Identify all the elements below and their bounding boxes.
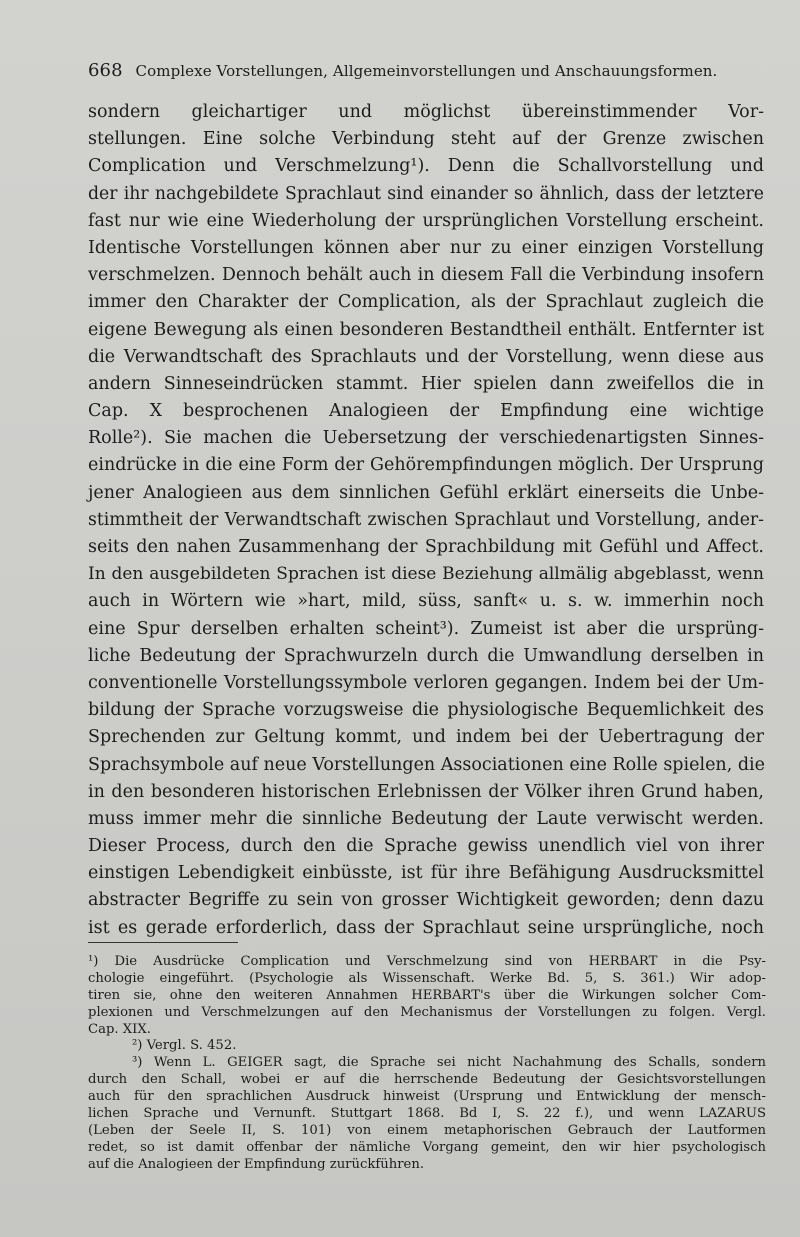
body-line: stellungen. Eine solche Verbindung steht auf der Grenze zwischen	[88, 129, 764, 150]
body-line: immer den Charakter der Complication, als der Sprachlaut zugleich die	[88, 292, 764, 313]
body-line: Identische Vorstellungen können aber nur zu einer einzigen Vorstellung	[88, 237, 764, 258]
body-line: eindrücke in die eine Form der Gehörempfindungen möglich. Der Ursprung	[88, 455, 764, 476]
running-header	[88, 60, 728, 81]
body-line: der ihr nachgebildete Sprachlaut sind einander so ähnlich, dass der letztere	[88, 183, 764, 204]
body-line: auch in Wörtern wie »hart, mild, süss, sanft« u. s. w. immerhin noch	[88, 591, 764, 612]
footnote-line: (Leben der Seele II, S. 101) von einem metaphorischen Gebrauch der Lautformen	[88, 1122, 766, 1138]
body-line: Cap. X besprochenen Analogieen der Empfindung eine wichtige	[88, 401, 764, 422]
body-line: conventionelle Vorstellungssymbole verloren gegangen. Indem bei der Um-	[88, 672, 764, 693]
body-line: eigene Bewegung als einen besonderen Bestandtheil enthält. Entfernter ist	[88, 319, 764, 340]
body-line: ist es gerade erforderlich, dass der Sprachlaut seine ursprüngliche, noch	[88, 917, 764, 938]
body-line: stimmtheit der Verwandtschaft zwischen Sprachlaut und Vorstellung, ander-	[88, 509, 764, 530]
body-line: liche Bedeutung der Sprachwurzeln durch die Umwandlung derselben in	[88, 645, 764, 666]
body-line: in den besonderen historischen Erlebnissen der Völker ihren Grund haben,	[88, 781, 764, 802]
footnote-line: tiren sie, ohne den weiteren Annahmen HERBART's über die Wirkungen solcher Com-	[88, 987, 766, 1003]
body-line: Rolle²). Sie machen die Uebersetzung der verschiedenartigsten Sinnes-	[88, 428, 764, 449]
body-line: die Verwandtschaft des Sprachlauts und der Vorstellung, wenn diese aus	[88, 346, 764, 367]
body-line: verschmelzen. Dennoch behält auch in diesem Fall die Verbindung insofern	[88, 265, 764, 286]
body-line: seits den nahen Zusammenhang der Sprachbildung mit Gefühl und Affect.	[88, 537, 764, 557]
body-line: jener Analogieen aus dem sinnlichen Gefühl erklärt einerseits die Unbe-	[88, 482, 764, 503]
body-line: Complication und Verschmelzung¹). Denn die Schallvorstellung und	[88, 156, 764, 177]
body-line: sondern gleichartiger und möglichst übereinstimmender Vor-	[88, 102, 764, 122]
footnote-line: auf die Analogieen der Empfindung zurückführen.	[88, 1156, 425, 1172]
body-line: muss immer mehr die sinnliche Bedeutung der Laute verwischt werden.	[88, 808, 764, 829]
footnote-line: ¹) Die Ausdrücke Complication und Verschmelzung sind von HERBART in die Psy-	[88, 954, 766, 969]
footnote-line: Cap. XIX.	[88, 1021, 151, 1037]
body-line: eine Spur derselben erhalten scheint³). Zumeist ist aber die ursprüng-	[88, 618, 764, 639]
footnotes	[88, 954, 766, 1174]
body-text	[88, 99, 764, 942]
footnote-line: chologie eingeführt. (Psychologie als Wissenschaft. Werke Bd. 5, S. 361.) Wir adop-	[88, 970, 766, 986]
body-line: andern Sinneseindrücken stammt. Hier spielen dann zweifellos die in	[88, 373, 764, 394]
footnote-line: ³) Wenn L. GEIGER sagt, die Sprache sei nicht Nachahmung des Schalls, sondern	[132, 1055, 766, 1071]
body-line: bildung der Sprache vorzugsweise die physiologische Bequemlichkeit des	[88, 700, 764, 721]
footnote-line: ²) Vergl. S. 452.	[132, 1038, 237, 1054]
footnote-line: lichen Sprache und Vernunft. Stuttgart 1868. Bd I, S. 22 f.), und wenn LAZARUS	[88, 1106, 766, 1122]
footnote-line: plexionen und Verschmelzungen auf den Mechanismus der Vorstellungen zu folgen. Vergl.	[88, 1004, 766, 1020]
body-line: Dieser Process, durch den die Sprache gewiss unendlich viel von ihrer	[88, 836, 764, 857]
footnote-line: durch den Schall, wobei er auf die herrschende Bedeutung der Gesichtsvorstellungen	[88, 1072, 766, 1088]
running-title: Complexe Vorstellungen, Allgemeinvorstellungen und Anschauungsformen.	[135, 62, 718, 80]
body-line: Sprechenden zur Geltung kommt, und indem bei der Uebertragung der	[88, 727, 764, 748]
footnote-line: auch für den sprachlichen Ausdruck hinweist (Ursprung und Entwicklung der mensch-	[88, 1089, 766, 1105]
body-line: abstracter Begriffe zu sein von grosser Wichtigkeit geworden; denn dazu	[88, 890, 764, 911]
footnote-divider	[88, 942, 238, 943]
footnote-line: redet, so ist damit offenbar der nämliche Vorgang gemeint, den wir hier psychologisch	[88, 1139, 766, 1155]
body-line: Sprachsymbole auf neue Vorstellungen Associationen eine Rolle spielen, die	[88, 754, 765, 775]
page-number: 668	[88, 60, 123, 81]
body-line: einstigen Lebendigkeit einbüsste, ist für ihre Befähigung Ausdrucksmittel	[88, 863, 764, 884]
body-line: In den ausgebildeten Sprachen ist diese Beziehung allmälig abgeblasst, wenn	[88, 564, 764, 585]
body-line: fast nur wie eine Wiederholung der ursprünglichen Vorstellung erscheint.	[88, 210, 764, 231]
